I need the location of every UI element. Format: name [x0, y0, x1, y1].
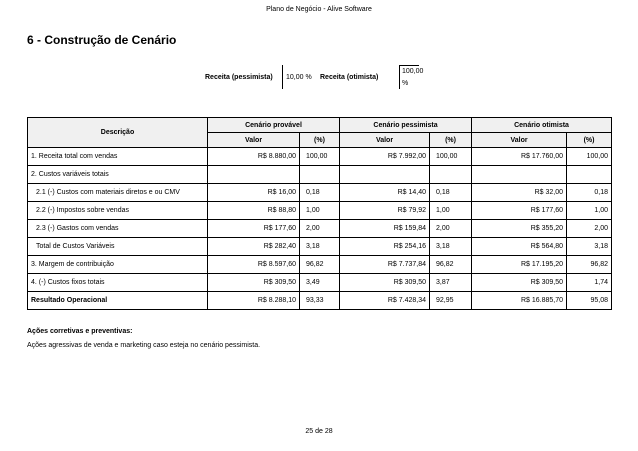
table-row [28, 256, 612, 274]
percent-header: (%) [300, 133, 340, 148]
row-label: 2. Custos variáveis totais [28, 166, 208, 184]
optimistic-percent: 1,00 [567, 202, 612, 220]
pessimistic-value: R$ 159,84 [340, 220, 430, 238]
optimistic-percent: 2,00 [567, 220, 612, 238]
percent-header: (%) [430, 133, 472, 148]
section-title: 6 - Construção de Cenário [27, 33, 177, 47]
optimistic-value: R$ 32,00 [472, 184, 567, 202]
optimistic-value: R$ 309,50 [472, 274, 567, 292]
pessimistic-value: R$ 7.428,34 [340, 292, 430, 310]
probable-value: R$ 8.288,10 [208, 292, 300, 310]
group-header-probable: Cenário provável [208, 118, 340, 133]
pessimistic-percent: 92,95 [430, 292, 472, 310]
pessimistic-percent: 100,00 [430, 148, 472, 166]
row-label: 3. Margem de contribuição [28, 256, 208, 274]
scenario-table [27, 117, 612, 310]
pessimistic-percent [430, 166, 472, 184]
row-label: 2.2 (-) Impostos sobre vendas [28, 202, 208, 220]
optimistic-value: R$ 564,80 [472, 238, 567, 256]
row-label: 4. (-) Custos fixos totais [28, 274, 208, 292]
probable-percent: 0,18 [300, 184, 340, 202]
probable-percent [300, 166, 340, 184]
pessimistic-percent: 0,18 [430, 184, 472, 202]
probable-value: R$ 282,40 [208, 238, 300, 256]
probable-value: R$ 88,80 [208, 202, 300, 220]
pessimistic-revenue-label: Receita (pessimista) [205, 74, 273, 81]
table-row [28, 220, 612, 238]
value-header: Valor [208, 133, 300, 148]
pessimistic-percent: 96,82 [430, 256, 472, 274]
probable-percent: 2,00 [300, 220, 340, 238]
actions-text: Ações agressivas de venda e marketing caso esteja no cenário pessimista. [27, 342, 261, 349]
optimistic-percent: 1,74 [567, 274, 612, 292]
probable-percent: 3,49 [300, 274, 340, 292]
optimistic-percent [567, 166, 612, 184]
pessimistic-percent: 2,00 [430, 220, 472, 238]
row-label: 2.3 (-) Gastos com vendas [28, 220, 208, 238]
optimistic-percent: 0,18 [567, 184, 612, 202]
pessimistic-value [340, 166, 430, 184]
row-label: Resultado Operacional [28, 292, 208, 310]
divider [282, 65, 283, 89]
probable-value: R$ 8.597,60 [208, 256, 300, 274]
probable-value: R$ 8.880,00 [208, 148, 300, 166]
value-header: Valor [340, 133, 430, 148]
table-row [28, 148, 612, 166]
row-label: 2.1 (-) Custos com materiais diretos e ou CMV [28, 184, 208, 202]
probable-value: R$ 309,50 [208, 274, 300, 292]
actions-title: Ações corretivas e preventivas: [27, 328, 133, 335]
value-header: Valor [472, 133, 567, 148]
description-header: Descrição [28, 118, 208, 148]
divider [399, 65, 400, 89]
probable-percent: 1,00 [300, 202, 340, 220]
page-header: Plano de Negócio - Alive Software [266, 6, 372, 13]
probable-percent: 96,82 [300, 256, 340, 274]
table-row [28, 202, 612, 220]
probable-percent: 93,33 [300, 292, 340, 310]
page-number: 25 de 28 [305, 428, 333, 435]
row-label: 1. Receita total com vendas [28, 148, 208, 166]
pessimistic-value: R$ 309,50 [340, 274, 430, 292]
optimistic-value: R$ 177,60 [472, 202, 567, 220]
table-row [28, 292, 612, 310]
pessimistic-value: R$ 7.992,00 [340, 148, 430, 166]
table-row [28, 274, 612, 292]
group-header-optimistic: Cenário otimista [472, 118, 612, 133]
pessimistic-value: R$ 79,92 [340, 202, 430, 220]
optimistic-percent: 95,08 [567, 292, 612, 310]
probable-percent: 100,00 [300, 148, 340, 166]
optimistic-revenue-value-unit: % [402, 80, 409, 87]
optimistic-percent: 3,18 [567, 238, 612, 256]
pessimistic-value: R$ 14,40 [340, 184, 430, 202]
optimistic-value: R$ 355,20 [472, 220, 567, 238]
probable-value: R$ 16,00 [208, 184, 300, 202]
optimistic-value: R$ 17.195,20 [472, 256, 567, 274]
optimistic-percent: 100,00 [567, 148, 612, 166]
optimistic-value: R$ 16.885,70 [472, 292, 567, 310]
probable-value: R$ 177,60 [208, 220, 300, 238]
optimistic-revenue-label: Receita (otimista) [320, 74, 379, 81]
table-row [28, 166, 612, 184]
table-row [28, 238, 612, 256]
probable-percent: 3,18 [300, 238, 340, 256]
optimistic-percent: 96,82 [567, 256, 612, 274]
optimistic-revenue-value [402, 66, 423, 90]
probable-value [208, 166, 300, 184]
optimistic-value [472, 166, 567, 184]
group-header-pessimistic: Cenário pessimista [340, 118, 472, 133]
scenario-parameters [203, 65, 424, 89]
optimistic-revenue-value-number: 100,00 [402, 68, 424, 75]
pessimistic-value: R$ 254,16 [340, 238, 430, 256]
pessimistic-revenue-value: 10,00 % [286, 74, 312, 81]
pessimistic-percent: 3,18 [430, 238, 472, 256]
row-label: Total de Custos Variáveis [28, 238, 208, 256]
pessimistic-percent: 1,00 [430, 202, 472, 220]
pessimistic-value: R$ 7.737,84 [340, 256, 430, 274]
pessimistic-percent: 3,87 [430, 274, 472, 292]
percent-header: (%) [567, 133, 612, 148]
table-row [28, 184, 612, 202]
optimistic-value: R$ 17.760,00 [472, 148, 567, 166]
